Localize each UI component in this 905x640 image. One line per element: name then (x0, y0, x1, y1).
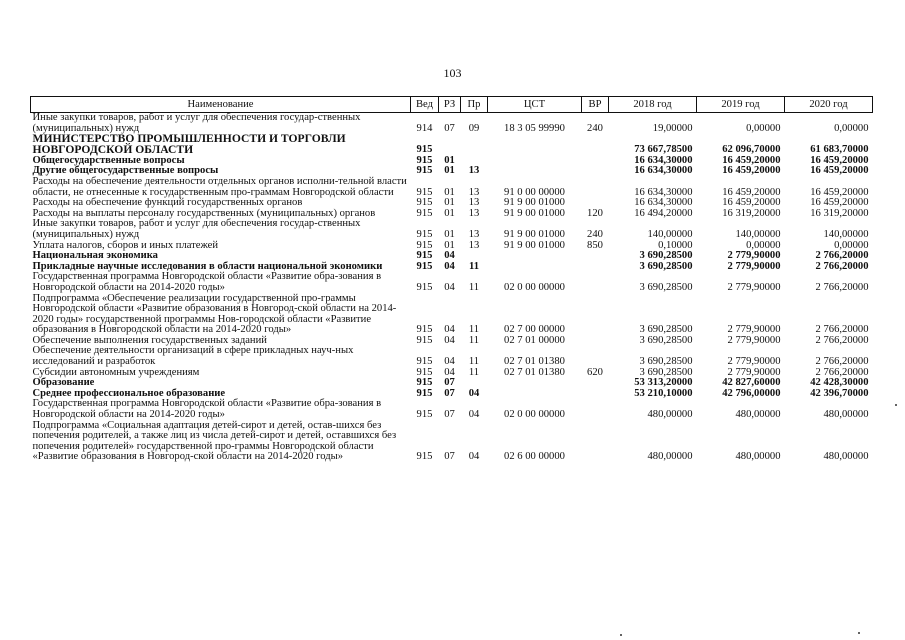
cell-rz: 01 (444, 165, 455, 177)
cell-ved: 915 (416, 409, 433, 421)
cell-vr (582, 399, 609, 420)
cell-y2019: 0,00000 (746, 122, 781, 134)
scan-speck (620, 634, 622, 636)
table-row (31, 272, 873, 293)
cell-name: Расходы на выплаты персоналу государственных (муниципальных) органов (32, 207, 376, 219)
table-body (31, 113, 873, 464)
header-ved: Вед (411, 97, 439, 113)
cell-cst: 91 0 00 00000 (504, 186, 565, 198)
cell-y2019: 140,00000 (735, 228, 781, 240)
cell-y2020: 16 459,20000 (810, 197, 869, 209)
cell-y2019: 16 459,20000 (722, 186, 781, 198)
cell-pr: 11 (468, 334, 480, 346)
cell-rz: 01 (444, 197, 455, 209)
cell-rz (439, 134, 461, 156)
cell-cst: 02 7 01 01380 (504, 356, 565, 368)
cell-cst: 02 0 00 00000 (504, 409, 565, 421)
cell-y2019: 42 827,60000 (722, 377, 781, 389)
cell-cst (488, 378, 582, 389)
cell-y2018: 140,00000 (647, 228, 693, 240)
table-row (31, 421, 873, 463)
cell-ved: 915 (416, 154, 433, 166)
cell-cst: 91 9 00 01000 (504, 228, 565, 240)
cell-y2020: 2 766,20000 (815, 366, 869, 378)
cell-pr: 09 (468, 122, 480, 134)
cell-rz: 01 (444, 154, 455, 166)
cell-y2020: 42 396,70000 (810, 387, 869, 399)
table-row (31, 134, 873, 156)
cell-y2018: 3 690,28500 (639, 334, 693, 346)
scan-speck (895, 404, 897, 406)
cell-ved: 915 (416, 334, 433, 346)
cell-y2018: 3 690,28500 (639, 356, 693, 368)
cell-cst: 02 7 00 00000 (504, 324, 565, 336)
cell-ved: 915 (416, 207, 433, 219)
cell-ved: 915 (416, 228, 433, 240)
cell-ved: 915 (416, 281, 433, 293)
cell-rz: 07 (444, 387, 455, 399)
cell-rz: 07 (444, 409, 455, 421)
cell-cst: 91 9 00 01000 (504, 197, 565, 209)
cell-pr: 04 (468, 451, 480, 463)
cell-cst (488, 251, 582, 262)
cell-vr: 240 (587, 122, 603, 134)
cell-pr (461, 134, 488, 156)
cell-y2020: 2 766,20000 (815, 324, 869, 336)
cell-y2020: 16 319,20000 (810, 207, 869, 219)
table-row (31, 177, 873, 198)
cell-pr: 04 (468, 409, 480, 421)
table-row (31, 294, 873, 336)
cell-y2020: 42 428,30000 (810, 377, 869, 389)
cell-pr: 13 (468, 239, 480, 251)
cell-y2020: 480,00000 (823, 409, 869, 421)
cell-cst (488, 134, 582, 156)
cell-cst: 91 9 00 01000 (504, 207, 565, 219)
cell-y2020: 2 766,20000 (815, 281, 869, 293)
cell-y2020: 2 766,20000 (815, 250, 869, 262)
cell-name: Прикладные научные исследования в области национальной экономики (32, 260, 383, 272)
cell-y2020: 140,00000 (823, 228, 869, 240)
cell-vr (582, 156, 609, 167)
cell-y2019: 16 459,20000 (722, 197, 781, 209)
cell-y2020: 2 766,20000 (815, 334, 869, 346)
cell-rz: 04 (444, 324, 455, 336)
table-row (31, 219, 873, 240)
cell-vr (582, 346, 609, 367)
cell-y2019: 2 779,90000 (727, 356, 781, 368)
cell-vr (582, 262, 609, 273)
cell-cst (488, 262, 582, 273)
cell-y2018: 16 634,30000 (634, 197, 693, 209)
cell-y2018: 480,00000 (647, 451, 693, 463)
cell-rz: 01 (444, 228, 455, 240)
page-number: 103 (443, 66, 462, 80)
cell-pr: 13 (468, 197, 480, 209)
cell-rz: 07 (444, 377, 455, 389)
cell-y2018: 53 210,10000 (634, 387, 693, 399)
cell-cst (488, 389, 582, 400)
cell-rz: 07 (444, 451, 455, 463)
cell-y2018: 16 494,20000 (634, 207, 693, 219)
cell-name: Другие общегосударственные вопросы (32, 165, 219, 177)
cell-y2018: 480,00000 (647, 409, 693, 421)
header-2019: 2019 год (697, 97, 785, 113)
cell-ved: 915 (416, 451, 433, 463)
cell-name: Уплата налогов, сборов и иных платежей (32, 239, 219, 251)
cell-vr (582, 251, 609, 262)
cell-y2018: 16 634,30000 (634, 186, 693, 198)
cell-rz: 04 (444, 366, 455, 378)
cell-pr: 13 (468, 186, 480, 198)
cell-ved: 915 (416, 387, 433, 399)
cell-y2019: 16 319,20000 (722, 207, 781, 219)
cell-y2020: 2 766,20000 (815, 356, 869, 368)
cell-y2020: 16 459,20000 (810, 154, 869, 166)
cell-y2019: 2 779,90000 (727, 366, 781, 378)
cell-pr: 11 (468, 281, 480, 293)
cell-rz: 01 (444, 207, 455, 219)
cell-rz: 04 (444, 334, 455, 346)
cell-y2018: 3 690,28500 (639, 250, 693, 262)
cell-cst: 91 9 00 01000 (504, 239, 565, 251)
cell-vr (582, 336, 609, 347)
cell-name: Национальная экономика (32, 250, 158, 262)
cell-pr: 13 (468, 228, 480, 240)
cell-vr: 120 (587, 207, 603, 219)
budget-table (30, 96, 873, 463)
cell-y2018: 3 690,28500 (639, 324, 693, 336)
cell-pr: 11 (468, 260, 479, 272)
header-2018: 2018 год (609, 97, 697, 113)
header-rz: РЗ (439, 97, 461, 113)
cell-vr: 850 (587, 239, 603, 251)
cell-y2018: 3 690,28500 (639, 281, 693, 293)
cell-y2018: 73 667,78500 (634, 144, 693, 156)
cell-name: Обеспечение деятельности организаций в сфере прикладных науч-ных исследований и разработок (32, 345, 354, 368)
cell-ved: 915 (416, 250, 433, 262)
cell-pr: 11 (468, 366, 480, 378)
cell-rz: 04 (444, 260, 455, 272)
cell-name: Расходы на обеспечение функций государственных органов (32, 197, 303, 209)
cell-y2019: 2 779,90000 (727, 281, 781, 293)
cell-cst (488, 166, 582, 177)
cell-vr (582, 134, 609, 156)
cell-y2020: 480,00000 (823, 451, 869, 463)
cell-y2019: 2 779,90000 (727, 324, 781, 336)
cell-vr (582, 421, 609, 463)
scan-speck (858, 632, 860, 634)
cell-rz: 01 (444, 186, 455, 198)
header-name: Наименование (31, 97, 411, 113)
cell-name: Субсидии автономным учреждениям (32, 366, 200, 378)
cell-cst (488, 156, 582, 167)
cell-cst: 02 0 00 00000 (504, 281, 565, 293)
cell-y2019: 16 459,20000 (722, 165, 781, 177)
cell-pr: 11 (468, 356, 480, 368)
cell-vr: 620 (587, 366, 603, 378)
cell-name: Расходы на обеспечение деятельности отдельных органов исполни-тельной власти области, не отнесенные к государственным про-граммам Новгородской области (32, 175, 407, 198)
cell-ved: 915 (416, 144, 433, 156)
cell-name: Подпрограмма «Социальная адаптация детей-сирот и детей, остав-шихся без попечения родителей, а также лиц из числа детей-сирот и детей, оставшихся без попечения родителей» государственной про-граммы Новгородской области «Развитие образования в Новгород-ской области на 2014-2020 годы» (32, 419, 397, 463)
cell-rz: 07 (444, 122, 455, 134)
cell-cst: 02 7 01 00000 (504, 334, 565, 346)
cell-ved: 915 (416, 239, 433, 251)
cell-y2020: 16 459,20000 (810, 165, 869, 177)
cell-name: Государственная программа Новгородской области «Развитие обра-зования в Новгородской области на 2014-2020 годы» (32, 271, 382, 293)
cell-y2019: 480,00000 (735, 409, 781, 421)
cell-name: Подпрограмма «Обеспечение реализации государственной про-граммы Новгородской области «Развитие образования в Новгород-ской области на 2014-2020 годы» государственной программы Нов-городской области «Развитие образования в Новгородской области на 2014-2020 годы» (32, 292, 397, 336)
cell-y2019: 62 096,70000 (722, 144, 781, 156)
cell-pr: 11 (468, 324, 480, 336)
cell-name: МИНИСТЕРСТВО ПРОМЫШЛЕННОСТИ И ТОРГОВЛИ НОВГОРОДСКОЙ ОБЛАСТИ (32, 132, 346, 156)
cell-vr: 240 (587, 228, 603, 240)
cell-vr (582, 389, 609, 400)
cell-y2018: 53 313,20000 (634, 377, 693, 389)
cell-ved: 915 (416, 324, 433, 336)
table-row (31, 399, 873, 420)
cell-ved: 915 (416, 197, 433, 209)
cell-y2018: 16 634,30000 (634, 154, 693, 166)
cell-y2018: 0,10000 (658, 239, 693, 251)
cell-ved: 915 (416, 356, 433, 368)
cell-y2018: 16 634,30000 (634, 165, 693, 177)
table-row (31, 346, 873, 367)
cell-name: Иные закупки товаров, работ и услуг для обеспечения государ-ственных (муниципальных) нужд (32, 218, 361, 240)
cell-y2019: 2 779,90000 (727, 250, 781, 262)
cell-vr (582, 378, 609, 389)
cell-rz: 01 (444, 239, 455, 251)
cell-y2018: 3 690,28500 (639, 366, 693, 378)
cell-name: Среднее профессиональное образование (32, 387, 226, 399)
cell-y2020: 0,00000 (834, 239, 869, 251)
cell-name: Образование (32, 377, 95, 389)
cell-y2019: 480,00000 (735, 451, 781, 463)
cell-name: Общегосударственные вопросы (32, 154, 185, 166)
cell-y2019: 2 779,90000 (727, 260, 781, 272)
cell-ved: 915 (416, 260, 433, 272)
cell-ved: 915 (416, 366, 433, 378)
cell-y2018: 3 690,28500 (639, 260, 693, 272)
cell-y2019: 16 459,20000 (722, 154, 781, 166)
table-row (31, 113, 873, 135)
cell-cst: 18 3 05 99990 (504, 122, 565, 134)
cell-pr: 04 (468, 387, 480, 399)
cell-vr (582, 294, 609, 336)
cell-name: Государственная программа Новгородской области «Развитие обра-зования в Новгородской области на 2014-2020 годы» (32, 398, 382, 421)
cell-cst: 02 7 01 01380 (504, 366, 565, 378)
cell-pr: 13 (468, 165, 480, 177)
header-cst: ЦСТ (488, 97, 582, 113)
header-pr: Пр (461, 97, 488, 113)
cell-ved: 915 (416, 377, 433, 389)
cell-y2020: 16 459,20000 (810, 186, 869, 198)
cell-name: Иные закупки товаров, работ и услуг для обеспечения государ-ственных (муниципальных) нужд (32, 112, 361, 134)
cell-y2019: 0,00000 (746, 239, 781, 251)
cell-pr: 13 (468, 207, 480, 219)
cell-rz: 04 (444, 281, 455, 293)
cell-name: Обеспечение выполнения государственных заданий (32, 334, 267, 346)
cell-ved: 914 (416, 122, 433, 134)
cell-ved: 915 (416, 186, 433, 198)
cell-cst: 02 6 00 00000 (504, 451, 565, 463)
cell-y2019: 2 779,90000 (727, 334, 781, 346)
cell-vr (582, 272, 609, 293)
cell-y2020: 0,00000 (834, 122, 869, 134)
cell-y2018: 19,00000 (652, 122, 693, 134)
cell-vr (582, 177, 609, 198)
cell-rz: 04 (444, 356, 455, 368)
cell-y2019: 42 796,00000 (722, 387, 781, 399)
cell-y2020: 61 683,70000 (810, 144, 869, 156)
cell-y2020: 2 766,20000 (815, 260, 869, 272)
table-header (31, 97, 873, 113)
header-2020: 2020 год (785, 97, 873, 113)
cell-rz: 04 (444, 250, 455, 262)
cell-vr (582, 166, 609, 177)
cell-ved: 915 (416, 165, 433, 177)
header-vr: ВР (582, 97, 609, 113)
